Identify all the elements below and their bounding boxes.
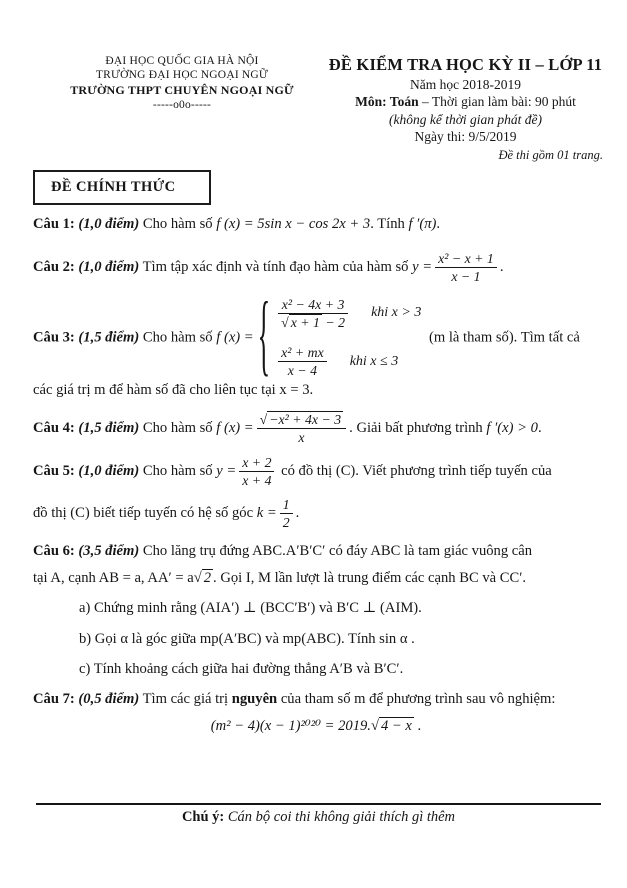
question-3-text2: (m là tham số). Tìm tất cả [425,328,580,345]
question-7 [33,689,599,710]
question-2-text: Tìm tập xác định và tính đạo hàm của hàm số [139,259,413,276]
equation-left: (m² − 4)(x − 1)²⁰²⁰ = 2019. [210,718,371,735]
question-2-label: Câu 2: [33,259,75,276]
question-6-label: Câu 6: [33,543,75,560]
question-1-formula: f (x) = 5sin x − cos 2x + 3 [216,216,371,232]
question-5-y-equals: y = [216,463,237,480]
fraction-denominator [278,314,348,331]
fraction-denominator: x − 4 [287,363,318,379]
branch-2-fraction [278,344,327,379]
radical-sign: √ [259,411,268,427]
question-4-inequality: f ′(x) > 0 [486,419,538,436]
question-4-text2: . Giải bất phương trình [349,419,487,436]
question-5 [33,454,599,489]
sqrt-expression [194,569,213,586]
footer-text: Cán bộ coi thi không giải thích gì thêm [224,809,456,825]
question-2-fraction [435,250,497,285]
question-7-text: Tìm các giá trị [139,690,232,707]
question-6-line-2 [33,568,599,589]
question-5-period: . [295,504,300,521]
radical-sign: √ [281,314,289,330]
ornament-separator: -----o0o----- [152,98,212,111]
question-5-fraction [239,454,274,489]
radical-sign: √ [370,718,379,735]
radicand: x + 1 [290,314,320,330]
subject-label: Môn: Toán [355,94,419,110]
fraction-denominator: x [298,429,305,445]
question-1-derivative: f ′(π) [408,216,437,232]
question-4-label: Câu 4: [33,419,75,436]
official-exam-stamp [33,170,211,205]
branch-1-condition: khi x > 3 [371,305,422,321]
exam-title: ĐỀ KIỂM TRA HỌC KỲ II – LỚP 11 [328,55,603,74]
footer-label: Chú ý: [181,809,225,825]
question-7-equation [33,716,599,737]
fraction-numerator: x² − 4x + 3 [278,296,348,314]
subject-and-duration [328,93,603,110]
fraction-numerator: 1 [280,496,293,514]
question-6-points: (3,5 điểm) [78,543,140,560]
question-3-continuation: các giá trị m để hàm số đã cho liên tục tại x = 3. [33,381,314,398]
question-4 [33,411,599,446]
question-3-label: Câu 3: [33,328,75,345]
branch-1-fraction [278,296,348,331]
sqrt-expression [281,314,322,330]
question-3-text: Cho hàm số [139,328,217,345]
question-1-points: (1,0 điểm) [78,216,140,232]
denominator-rest: − 2 [321,314,346,330]
sqrt-expression [260,411,344,427]
question-1 [33,214,599,235]
school-name: TRƯỜNG THPT CHUYÊN NGOẠI NGỮ [70,82,294,97]
radical-sign: √ [193,570,202,587]
question-5-continuation [33,496,599,531]
question-4-points: (1,5 điểm) [78,419,140,436]
radicand: 4 − x [380,718,412,735]
question-1-label: Câu 1: [33,216,75,232]
question-5-text2: có đồ thị (C). Viết phương trình tiếp tuyến của [277,463,552,480]
question-6-part-c: c) Tính khoảng cách giữa hai đường thẳng A′B và B′C′. [79,660,404,677]
question-5-slope-fraction [280,496,293,531]
page-count-note: Đề thi gồm 01 trang. [498,148,603,163]
duration-text: – Thời gian làm bài: 90 phút [418,94,576,110]
question-6-text2a: tại A, cạnh AB = a, AA′ = a [33,570,194,587]
exam-body [33,214,599,737]
question-2-period: . [499,259,504,276]
institution-block [36,54,328,163]
footer-note [36,803,601,826]
exam-info-block [328,54,603,163]
piecewise-branch-2 [275,344,421,379]
question-5-text: Cho hàm số [139,463,217,480]
question-2-y-equals: y = [412,259,433,276]
sqrt-expression [371,717,414,734]
question-6-text: Cho lăng trụ đứng ABC.A′B′C′ có đáy ABC là tam giác vuông cân [139,543,533,560]
fraction-numerator [257,411,347,429]
question-1-period: . [436,216,441,232]
piecewise-function [257,283,422,386]
fraction-denominator: x + 4 [242,473,272,489]
question-2-points: (1,0 điểm) [78,259,140,276]
question-4-fx: f (x) = [216,419,254,436]
left-brace: { [257,283,271,386]
question-3-points: (1,5 điểm) [78,328,140,345]
question-4-period: . [537,419,542,436]
fraction-denominator: 2 [282,514,290,530]
piecewise-branch-1 [275,296,421,331]
question-7-text2: của tham số m để phương trình sau vô nghiệm: [277,690,556,707]
question-5-label: Câu 5: [33,463,75,480]
question-3-fx: f (x) = [216,328,254,345]
college-name: TRƯỜNG ĐẠI HỌC NGOẠI NGỮ [95,69,269,82]
question-4-fraction [257,411,347,446]
fraction-denominator: x − 1 [451,269,481,285]
university-name: ĐẠI HỌC QUỐC GIA HÀ NỘI [105,55,259,67]
question-2 [33,250,599,285]
fraction-numerator: x² + mx [278,344,327,362]
question-6-text2b: . Gọi I, M lần lượt là trung điểm các cạnh BC và CC′. [213,570,527,587]
question-5-k-equals: k = [256,504,277,521]
question-1-text2: . Tính [370,216,409,232]
question-7-emphasis: nguyên [231,690,278,707]
fraction-numerator: x² − x + 1 [435,250,497,268]
header [36,54,603,163]
branch-2-condition: khi x ≤ 3 [349,353,399,369]
question-7-label: Câu 7: [33,690,75,707]
school-year: Năm học 2018-2019 [410,77,521,93]
question-3 [33,283,599,386]
question-5-points: (1,0 điểm) [78,463,140,480]
radicand: 2 [203,570,212,587]
question-4-text: Cho hàm số [139,419,217,436]
fraction-numerator: x + 2 [239,454,274,472]
question-6-part-b: b) Gọi α là góc giữa mp(A′BC) và mp(ABC). Tính sin α . [79,630,415,647]
question-1-text: Cho hàm số [139,216,217,232]
equation-period: . [413,718,422,735]
stamp-label: ĐỀ CHÍNH THỨC [51,179,176,195]
time-note: (không kể thời gian phát đề) [388,111,543,127]
radicand: −x² + 4x − 3 [269,411,342,427]
question-6-part-a: a) Chứng minh rằng (AIA′) ⊥ (BCC′B′) và B′C ⊥ (AIM). [79,600,422,617]
question-6 [33,541,599,562]
question-7-points: (0,5 điểm) [78,690,140,707]
question-5-text3: đồ thị (C) biết tiếp tuyến có hệ số góc [33,504,257,521]
exam-date: Ngày thi: 9/5/2019 [414,128,517,144]
